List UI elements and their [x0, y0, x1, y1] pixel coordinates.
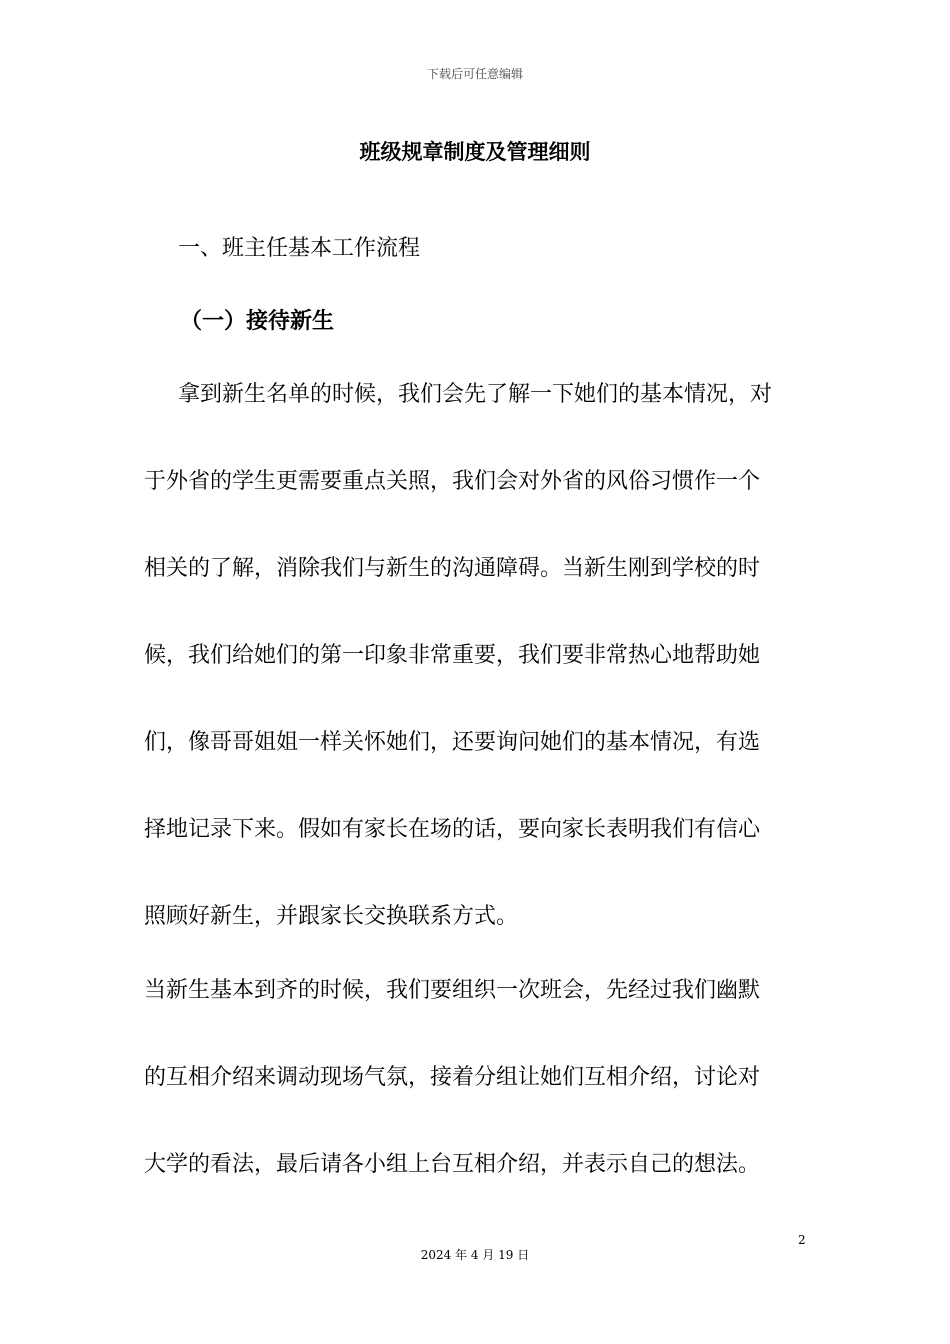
- page-number: 2: [798, 1233, 806, 1247]
- paragraph-line: 的互相介绍来调动现场气氛，接着分组让她们互相介绍，讨论对: [144, 1065, 761, 1090]
- paragraph-line: 大学的看法，最后请各小组上台互相介绍，并表示自己的想法。: [144, 1152, 761, 1177]
- header-note: 下载后可任意编辑: [426, 67, 523, 81]
- footer-date: 2024 年 4 月 19 日: [420, 1248, 530, 1262]
- paragraph-line: 拿到新生名单的时候，我们会先了解一下她们的基本情况，对: [178, 382, 773, 407]
- sub-heading: （一）接待新生: [180, 309, 335, 334]
- document-title: 班级规章制度及管理细则: [359, 140, 591, 164]
- paragraph-line: 候，我们给她们的第一印象非常重要，我们要非常热心地帮助她: [144, 643, 761, 668]
- paragraph-line: 们，像哥哥姐姐一样关怀她们，还要询问她们的基本情况，有选: [144, 730, 761, 755]
- section-heading: 一、班主任基本工作流程: [178, 236, 421, 261]
- paragraph-line: 于外省的学生更需要重点关照，我们会对外省的风俗习惯作一个: [144, 469, 761, 494]
- paragraph-line: 当新生基本到齐的时候，我们要组织一次班会，先经过我们幽默: [144, 978, 761, 1003]
- paragraph-line: 择地记录下来。假如有家长在场的话，要向家长表明我们有信心: [144, 817, 761, 842]
- paragraph-line: 相关的了解，消除我们与新生的沟通障碍。当新生刚到学校的时: [144, 556, 761, 581]
- paragraph-line: 照顾好新生，并跟家长交换联系方式。: [144, 904, 519, 929]
